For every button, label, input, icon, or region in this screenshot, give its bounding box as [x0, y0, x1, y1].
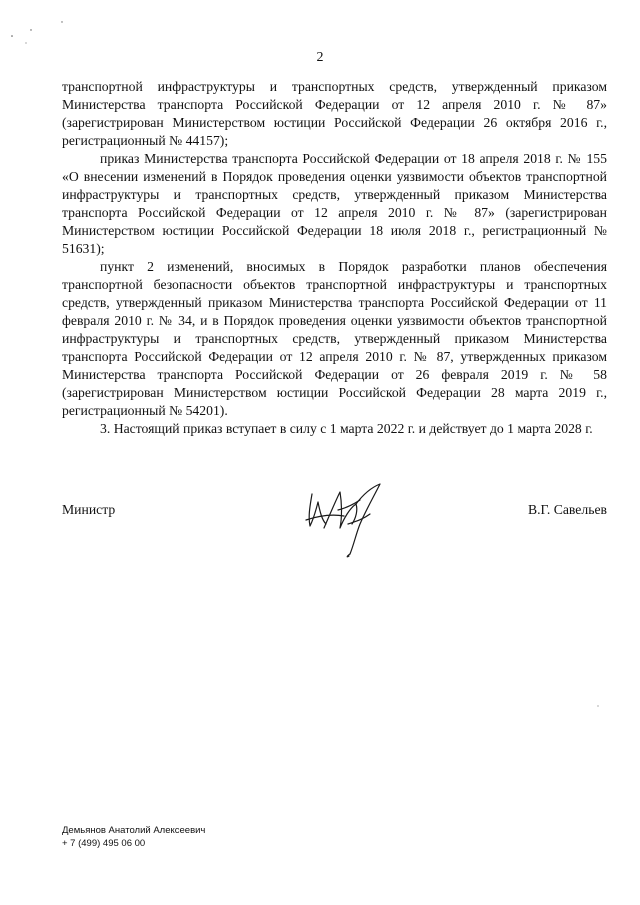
executor-name: Демьянов Анатолий Алексеевич	[62, 825, 206, 836]
signer-role: Министр	[62, 502, 116, 517]
signer-name: В.Г. Савельев	[527, 502, 607, 517]
executor-phone: + 7 (499) 495 06 00	[62, 838, 146, 849]
page-number: 2	[316, 50, 324, 65]
document-body	[62, 78, 607, 438]
paragraph-order-155: приказ Министерства транспорта Российской Федерации от 18 апреля 2018 г. № 155 «О внесении изменений в Порядок проведения оценки уязвимости объектов транспортной инфраструктуры и транспортных средств, утвержденный приказом Министерства транспорта Российской Федерации от 12 апреля 2010 г. № 87» (зарегистрирован Министерством юстиции Российской Федерации 18 июля 2018 г., регистрационный № 51631);	[62, 151, 607, 256]
paragraph-effective-date: 3. Настоящий приказ вступает в силу с 1 марта 2022 г. и действует до 1 марта 2028 г.	[100, 421, 593, 436]
paragraph-item-2: пункт 2 изменений, вносимых в Порядок разработки планов обеспечения транспортной безопасности объектов транспортной инфраструктуры и транспортных средств, утвержденный приказом Министерства транспорта Российской Федерации от 11 февраля 2010 г. № 34, и в Порядок проведения оценки уязвимости объектов транспортной инфраструктуры и транспортных средств, утвержденный приказом Министерства транспорта Российской Федерации от 12 апреля 2010 г. № 87, утвержденных приказом Министерства транспорта Российской Федерации от 26 февраля 2019 г. № 58 (зарегистрирован Министерством юстиции Российской Федерации 28 марта 2019 г., регистрационный № 54201).	[62, 259, 607, 418]
executor-info	[62, 824, 205, 850]
paragraph-continuation: транспортной инфраструктуры и транспортных средств, утвержденный приказом Министерства транспорта Российской Федерации от 12 апреля 2010 г. № 87» (зарегистрирован Министерством юстиции Российской Федерации 26 октября 2016 г., регистрационный № 44157);	[62, 79, 607, 148]
handwritten-signature	[300, 474, 390, 564]
